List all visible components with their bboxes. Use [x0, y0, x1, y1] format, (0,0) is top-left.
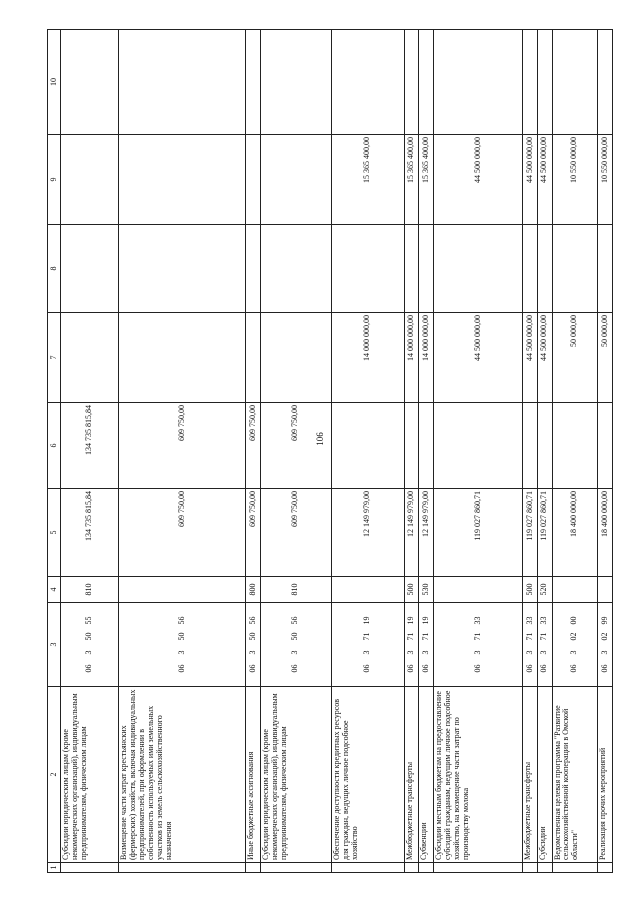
- table-row: [246, 30, 261, 873]
- amount-cell-c10: [552, 30, 598, 135]
- table-row: [523, 30, 538, 873]
- column-number: 9: [48, 135, 61, 225]
- table-row: [537, 30, 552, 873]
- table-row: [331, 30, 404, 873]
- amount-cell-c8: [537, 225, 552, 313]
- row-index-cell: [331, 863, 404, 873]
- code-part: 71: [362, 632, 372, 641]
- amount-cell-c9: 44 500 000,00: [433, 135, 523, 225]
- code-part: 06: [539, 664, 549, 673]
- code-part: 3: [539, 650, 549, 655]
- amount-cell-c7: 44 500 000,00: [433, 313, 523, 403]
- table-row: [598, 30, 613, 873]
- amount-cell-c10: [61, 30, 119, 135]
- amount-cell-c8: [246, 225, 261, 313]
- column-number: 3: [48, 603, 61, 687]
- amount-cell-c9: 15 365 400,00: [419, 135, 434, 225]
- amount-cell-c10: [523, 30, 538, 135]
- amount-cell-c8: [331, 225, 404, 313]
- row-name-cell: Субсидии местным бюджетам на предоставление субсидий гражданам, ведущим личное подсобное хозяйство, на возмещение части затрат по производству молока: [433, 687, 523, 863]
- table-row: [260, 30, 331, 873]
- column-number: 8: [48, 225, 61, 313]
- code-part: 3: [472, 650, 482, 655]
- row-code-cell: [419, 603, 434, 687]
- table-row: [61, 30, 119, 873]
- amount-cell-c7: [61, 313, 119, 403]
- amount-cell-c5: 12 149 979,00: [419, 489, 434, 577]
- code-part: 00: [569, 616, 579, 625]
- row-code-cell: [598, 603, 613, 687]
- amount-cell-c7: 44 500 000,00: [537, 313, 552, 403]
- amount-cell-c6: [331, 403, 404, 489]
- code-part: 06: [405, 664, 415, 673]
- row-vr-cell: [598, 577, 613, 603]
- amount-cell-c8: [598, 225, 613, 313]
- row-name-cell: Субсидии: [537, 687, 552, 863]
- row-code-cell: [552, 603, 598, 687]
- row-name-cell: Ведомственная целевая программа "Развитие сельскохозяйственной кооперации в Омской области": [552, 687, 598, 863]
- row-name-cell: Обеспечение доступности кредитных ресурсов для граждан, ведущих личное подсобное хозяйство: [331, 687, 404, 863]
- amount-cell-c9: 15 365 400,00: [404, 135, 419, 225]
- amount-cell-c10: [119, 30, 246, 135]
- amount-cell-c10: [537, 30, 552, 135]
- amount-cell-c5: 119 027 860,71: [523, 489, 538, 577]
- row-code-cell: [119, 603, 246, 687]
- code-part: 06: [176, 664, 186, 673]
- code-part: 71: [524, 632, 534, 641]
- code-part: 33: [524, 616, 534, 625]
- row-vr-cell: 520: [537, 577, 552, 603]
- row-index-cell: [404, 863, 419, 873]
- code-part: 06: [247, 664, 257, 673]
- amount-cell-c6: 609 750,00: [246, 403, 261, 489]
- code-part: 50: [176, 632, 186, 641]
- amount-cell-c8: [404, 225, 419, 313]
- row-index-cell: [119, 863, 246, 873]
- row-index-cell: [419, 863, 434, 873]
- row-vr-cell: 500: [523, 577, 538, 603]
- row-code-cell: [523, 603, 538, 687]
- amount-cell-c8: [433, 225, 523, 313]
- code-part: 19: [362, 616, 372, 625]
- amount-cell-c8: [552, 225, 598, 313]
- amount-cell-c9: [119, 135, 246, 225]
- row-index-cell: [433, 863, 523, 873]
- code-part: 06: [84, 664, 94, 673]
- row-code-cell: [260, 603, 331, 687]
- amount-cell-c5: 119 027 860,71: [433, 489, 523, 577]
- row-vr-cell: [119, 577, 246, 603]
- row-vr-cell: 810: [61, 577, 119, 603]
- amount-cell-c6: [523, 403, 538, 489]
- amount-cell-c10: [246, 30, 261, 135]
- amount-cell-c8: [523, 225, 538, 313]
- code-part: 99: [599, 616, 609, 625]
- row-code-cell: [246, 603, 261, 687]
- code-part: 06: [362, 664, 372, 673]
- code-part: 33: [539, 616, 549, 625]
- amount-cell-c7: [119, 313, 246, 403]
- code-part: 3: [599, 650, 609, 655]
- row-index-cell: [260, 863, 331, 873]
- amount-cell-c5: 12 149 979,00: [404, 489, 419, 577]
- amount-cell-c9: 44 500 000,00: [523, 135, 538, 225]
- row-vr-cell: 800: [246, 577, 261, 603]
- column-number-row: [48, 30, 61, 873]
- column-number: 4: [48, 577, 61, 603]
- row-vr-cell: [552, 577, 598, 603]
- code-part: 3: [247, 650, 257, 655]
- amount-cell-c5: 609 750,00: [119, 489, 246, 577]
- code-part: 71: [472, 632, 482, 641]
- amount-cell-c7: 14 000 000,00: [331, 313, 404, 403]
- code-part: 50: [84, 632, 94, 641]
- budget-table: [47, 29, 613, 873]
- column-number: 5: [48, 489, 61, 577]
- code-part: 02: [599, 632, 609, 641]
- row-index-cell: [537, 863, 552, 873]
- code-part: 06: [472, 664, 482, 673]
- row-name-cell: Возмещение части затрат крестьянских (фермерских) хозяйств, включая индивидуальных предпринимателей, при оформлении в собственность используемых ими земельных участков из земель сельскохозяйственного назначения: [119, 687, 246, 863]
- code-part: 02: [569, 632, 579, 641]
- amount-cell-c8: [119, 225, 246, 313]
- code-part: 56: [176, 616, 186, 625]
- amount-cell-c10: [404, 30, 419, 135]
- amount-cell-c7: [246, 313, 261, 403]
- amount-cell-c6: 609 750,00: [260, 403, 331, 489]
- amount-cell-c10: [331, 30, 404, 135]
- row-name-cell: Субвенции: [419, 687, 434, 863]
- amount-cell-c5: 119 027 860,71: [537, 489, 552, 577]
- amount-cell-c9: [61, 135, 119, 225]
- row-name-cell: Межбюджетные трансферты: [404, 687, 419, 863]
- amount-cell-c10: [419, 30, 434, 135]
- amount-cell-c5: 12 149 979,00: [331, 489, 404, 577]
- column-number: 6: [48, 403, 61, 489]
- table-row: [119, 30, 246, 873]
- row-code-cell: [331, 603, 404, 687]
- amount-cell-c10: [433, 30, 523, 135]
- code-part: 19: [420, 616, 430, 625]
- code-part: 56: [290, 616, 300, 625]
- table-row: [552, 30, 598, 873]
- row-vr-cell: 810: [260, 577, 331, 603]
- amount-cell-c7: 14 000 000,00: [419, 313, 434, 403]
- row-name-cell: Субсидии юридическим лицам (кроме некоммерческих организаций), индивидуальным предпринимателям, физическим лицам: [61, 687, 119, 863]
- amount-cell-c6: 134 735 815,84: [61, 403, 119, 489]
- row-code-cell: [404, 603, 419, 687]
- row-index-cell: [598, 863, 613, 873]
- code-part: 3: [405, 650, 415, 655]
- amount-cell-c5: 134 735 815,84: [61, 489, 119, 577]
- amount-cell-c7: 44 500 000,00: [523, 313, 538, 403]
- amount-cell-c6: [419, 403, 434, 489]
- amount-cell-c9: 10 550 000,00: [552, 135, 598, 225]
- amount-cell-c6: [433, 403, 523, 489]
- amount-cell-c8: [419, 225, 434, 313]
- amount-cell-c5: 609 750,00: [246, 489, 261, 577]
- code-part: 55: [84, 616, 94, 625]
- table-row: [404, 30, 419, 873]
- code-part: 3: [176, 650, 186, 655]
- amount-cell-c10: [598, 30, 613, 135]
- code-part: 3: [420, 650, 430, 655]
- table-row: [419, 30, 434, 873]
- code-part: 50: [247, 632, 257, 641]
- row-vr-cell: [331, 577, 404, 603]
- amount-cell-c6: [598, 403, 613, 489]
- code-part: 56: [247, 616, 257, 625]
- code-part: 3: [362, 650, 372, 655]
- code-part: 06: [290, 664, 300, 673]
- row-index-cell: [61, 863, 119, 873]
- code-part: 06: [599, 664, 609, 673]
- page-number: 106: [315, 432, 325, 446]
- row-index-cell: [523, 863, 538, 873]
- amount-cell-c5: 18 400 000,00: [552, 489, 598, 577]
- amount-cell-c7: [260, 313, 331, 403]
- amount-cell-c8: [260, 225, 331, 313]
- code-part: 71: [539, 632, 549, 641]
- amount-cell-c7: 14 000 000,00: [404, 313, 419, 403]
- code-part: 06: [524, 664, 534, 673]
- row-index-cell: [246, 863, 261, 873]
- amount-cell-c6: [552, 403, 598, 489]
- row-name-cell: Иные бюджетные ассигнования: [246, 687, 261, 863]
- code-part: 3: [84, 650, 94, 655]
- row-vr-cell: 530: [419, 577, 434, 603]
- code-part: 3: [524, 650, 534, 655]
- amount-cell-c7: 50 000,00: [598, 313, 613, 403]
- table-row: [433, 30, 523, 873]
- code-part: 33: [472, 616, 482, 625]
- amount-cell-c10: [260, 30, 331, 135]
- code-part: 50: [290, 632, 300, 641]
- code-part: 71: [405, 632, 415, 641]
- code-part: 71: [420, 632, 430, 641]
- row-name-cell: Субсидии юридическим лицам (кроме некоммерческих организаций), индивидуальным предпринимателям, физическим лицам: [260, 687, 331, 863]
- amount-cell-c5: 609 750,00: [260, 489, 331, 577]
- code-part: 06: [569, 664, 579, 673]
- row-code-cell: [537, 603, 552, 687]
- column-number: 2: [48, 687, 61, 863]
- column-number: 1: [48, 863, 61, 873]
- amount-cell-c9: 10 550 000,00: [598, 135, 613, 225]
- row-name-cell: Реализация прочих мероприятий: [598, 687, 613, 863]
- amount-cell-c9: 44 500 000,00: [537, 135, 552, 225]
- amount-cell-c6: [404, 403, 419, 489]
- code-part: 3: [569, 650, 579, 655]
- code-part: 3: [290, 650, 300, 655]
- amount-cell-c6: 609 750,00: [119, 403, 246, 489]
- column-number: 7: [48, 313, 61, 403]
- rotated-table-container: [47, 30, 613, 873]
- code-part: 19: [405, 616, 415, 625]
- amount-cell-c9: [260, 135, 331, 225]
- row-index-cell: [552, 863, 598, 873]
- column-number: 10: [48, 30, 61, 135]
- row-code-cell: [433, 603, 523, 687]
- amount-cell-c9: 15 365 400,00: [331, 135, 404, 225]
- row-vr-cell: 500: [404, 577, 419, 603]
- code-part: 06: [420, 664, 430, 673]
- row-code-cell: [61, 603, 119, 687]
- table-body: [61, 30, 613, 873]
- amount-cell-c7: 50 000,00: [552, 313, 598, 403]
- row-vr-cell: [433, 577, 523, 603]
- amount-cell-c8: [61, 225, 119, 313]
- amount-cell-c6: [537, 403, 552, 489]
- amount-cell-c5: 18 400 000,00: [598, 489, 613, 577]
- row-name-cell: Межбюджетные трансферты: [523, 687, 538, 863]
- amount-cell-c9: [246, 135, 261, 225]
